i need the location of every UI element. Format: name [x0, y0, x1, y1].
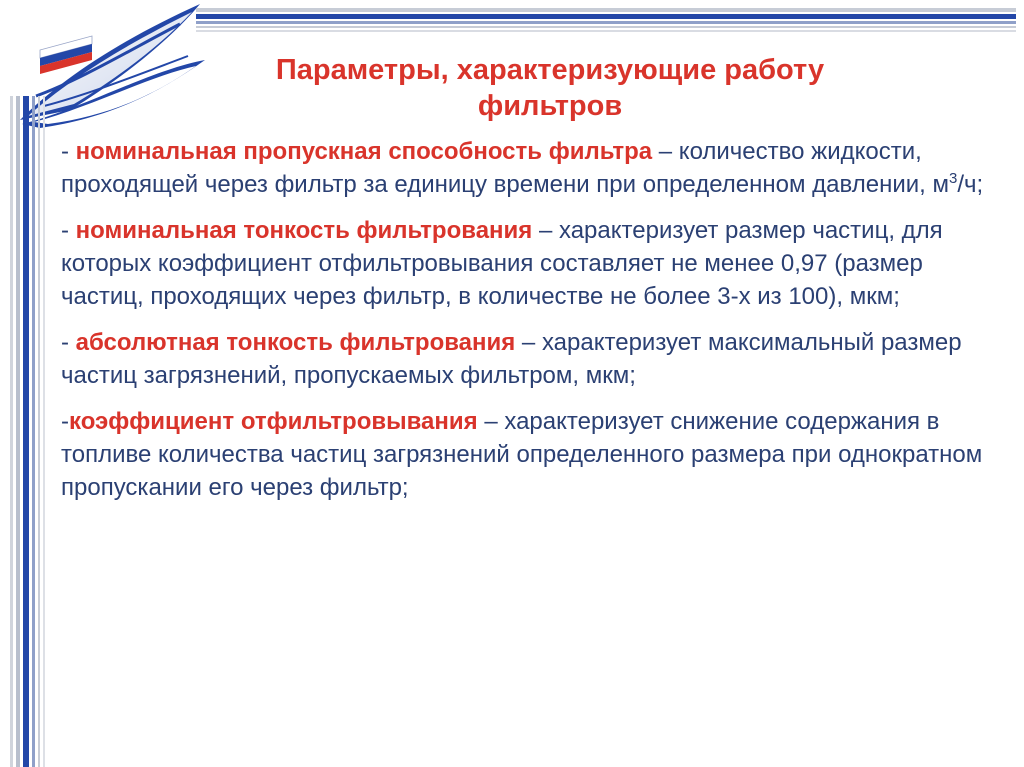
- list-item: [61, 135, 1006, 201]
- item-term: номинальная тонкость фильтрования: [75, 217, 533, 244]
- item-text: – количество жидкости, проходящей через фильтр за единицу времени при определенном давлении, м: [61, 138, 949, 198]
- list-item: [61, 214, 1006, 313]
- item-text: – характеризует размер частиц, для которых коэффициент отфильтровывания составляет не менее 0,97 (размер частиц, проходящих через фильтр, в количестве не более 3-х из 100), мкм;: [61, 217, 943, 310]
- left-decor-lines: [8, 96, 50, 767]
- title-line-1: Параметры, характеризующие работу: [275, 54, 825, 86]
- item-dash: -: [61, 217, 76, 244]
- item-dash: -: [61, 138, 76, 165]
- list-item: [61, 326, 1006, 392]
- list-item: [61, 405, 1006, 504]
- item-dash: -: [61, 329, 76, 356]
- top-decor-lines: [196, 8, 1016, 34]
- item-term: коэффициент отфильтровывания: [69, 408, 478, 435]
- item-text: – характеризует снижение содержания в топливе количества частиц загрязнений определенного размера при однократном пропускании его через фильтр;: [61, 408, 983, 501]
- item-dash: -: [61, 408, 69, 435]
- slide-body: [61, 135, 1006, 517]
- item-text: – характеризует максимальный размер частиц загрязнений, пропускаемых фильтром, мкм;: [61, 329, 962, 389]
- item-superscript: 3: [948, 170, 958, 187]
- item-term: номинальная пропускная способность фильтра: [75, 138, 653, 165]
- slide-title: [210, 52, 890, 124]
- title-line-2: фильтров: [477, 90, 623, 122]
- item-term: абсолютная тонкость фильтрования: [75, 329, 516, 356]
- item-text-tail: /ч;: [957, 171, 984, 198]
